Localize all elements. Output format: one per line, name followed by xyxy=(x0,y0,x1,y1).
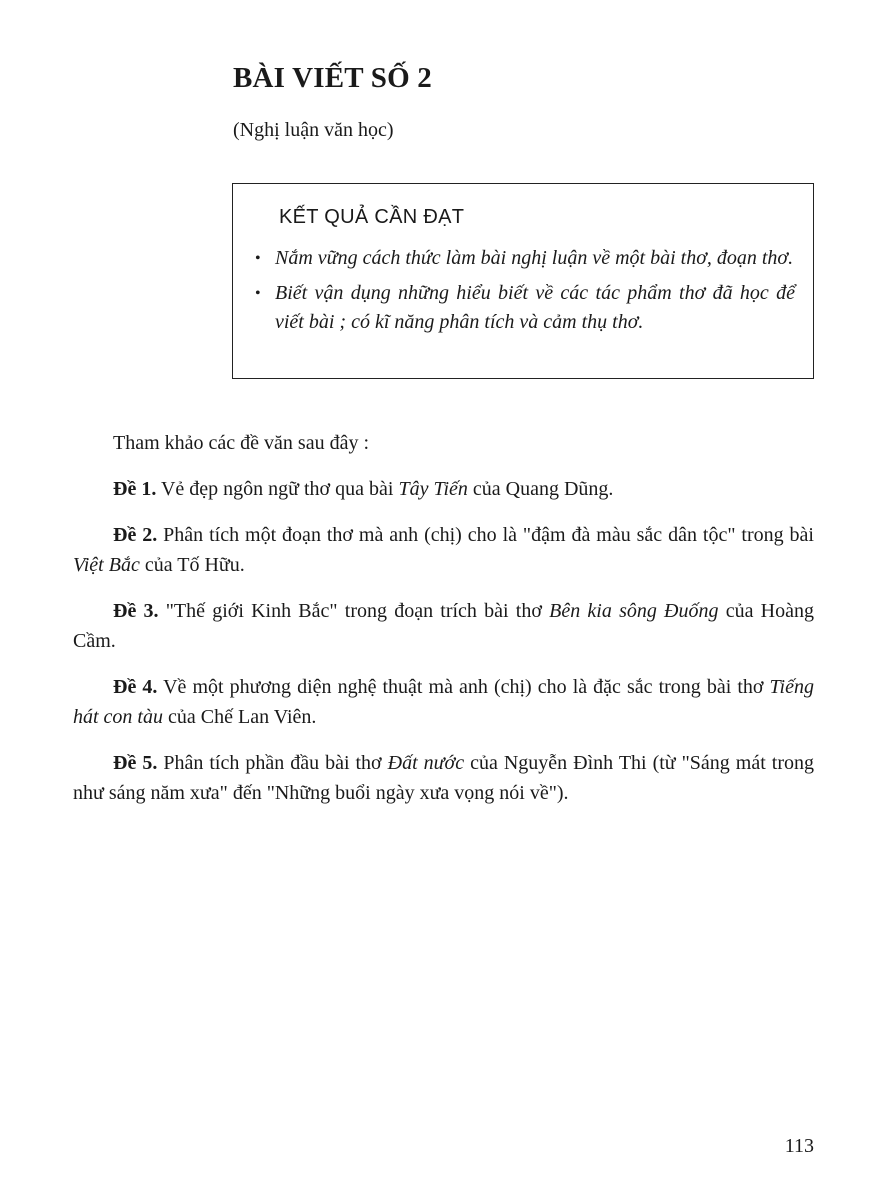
page-subtitle: (Nghị luận văn học) xyxy=(233,119,394,141)
topic-4 xyxy=(73,672,814,732)
learning-outcomes-list xyxy=(255,244,795,343)
learning-outcome-item xyxy=(255,279,795,337)
topic-2 xyxy=(73,520,814,580)
learning-outcome-text: Nắm vững cách thức làm bài nghị luận về một bài thơ, đoạn thơ. xyxy=(275,247,794,269)
topic-text: "Thế giới Kinh Bắc" trong đoạn trích bài thơ xyxy=(158,600,550,622)
work-title: Bên kia sông Đuống xyxy=(549,600,719,622)
topic-label: Đề 5. xyxy=(113,752,158,774)
topic-text: của Quang Dũng. xyxy=(467,478,614,500)
exercise-list xyxy=(73,428,814,824)
topic-text: Phân tích một đoạn thơ mà anh (chị) cho là "đậm đà màu sắc dân tộc" trong bài xyxy=(157,524,814,546)
learning-outcome-text: Biết vận dụng những hiểu biết về các tác phẩm thơ đã học để viết bài ; có kĩ năng phân tích và cảm thụ thơ. xyxy=(275,282,795,333)
page-title: BÀI VIẾT SỐ 2 xyxy=(233,62,432,94)
topic-text: Phân tích phần đầu bài thơ xyxy=(157,752,388,774)
topic-1 xyxy=(73,474,814,504)
work-title: Tây Tiến xyxy=(398,478,468,500)
work-title: Đất nước xyxy=(387,752,465,774)
topic-label: Đề 1. xyxy=(113,478,157,500)
topic-text: của Nguyễn Đình Thi (từ "Sáng mát trong như sáng năm xưa" đến "Những buổi ngày xưa vọng nói về"). xyxy=(73,752,815,804)
topic-text: Vẻ đẹp ngôn ngữ thơ qua bài xyxy=(156,478,399,500)
learning-outcomes-box xyxy=(232,183,814,379)
topic-label: Đề 2. xyxy=(113,524,158,546)
topic-5 xyxy=(73,748,814,808)
topic-text: của Hoàng Cầm. xyxy=(73,600,814,652)
topic-label: Đề 4. xyxy=(113,676,158,698)
topic-text: của Chế Lan Viên. xyxy=(163,706,317,728)
learning-outcomes-heading: KẾT QUẢ CẦN ĐẠT xyxy=(279,206,465,228)
topic-3 xyxy=(73,596,814,656)
learning-outcome-item xyxy=(255,244,795,273)
topic-text: Về một phương diện nghệ thuật mà anh (chị) cho là đặc sắc trong bài thơ xyxy=(157,676,770,698)
page-number: 113 xyxy=(784,1135,814,1157)
bullet-icon: • xyxy=(255,250,261,267)
work-title: Việt Bắc xyxy=(73,554,140,576)
bullet-icon: • xyxy=(255,285,261,302)
work-title: Tiếng hát con tàu xyxy=(73,676,814,728)
intro-text: Tham khảo các đề văn sau đây : xyxy=(113,432,370,454)
topic-label: Đề 3. xyxy=(113,600,159,622)
topic-text: của Tố Hữu. xyxy=(139,554,245,576)
